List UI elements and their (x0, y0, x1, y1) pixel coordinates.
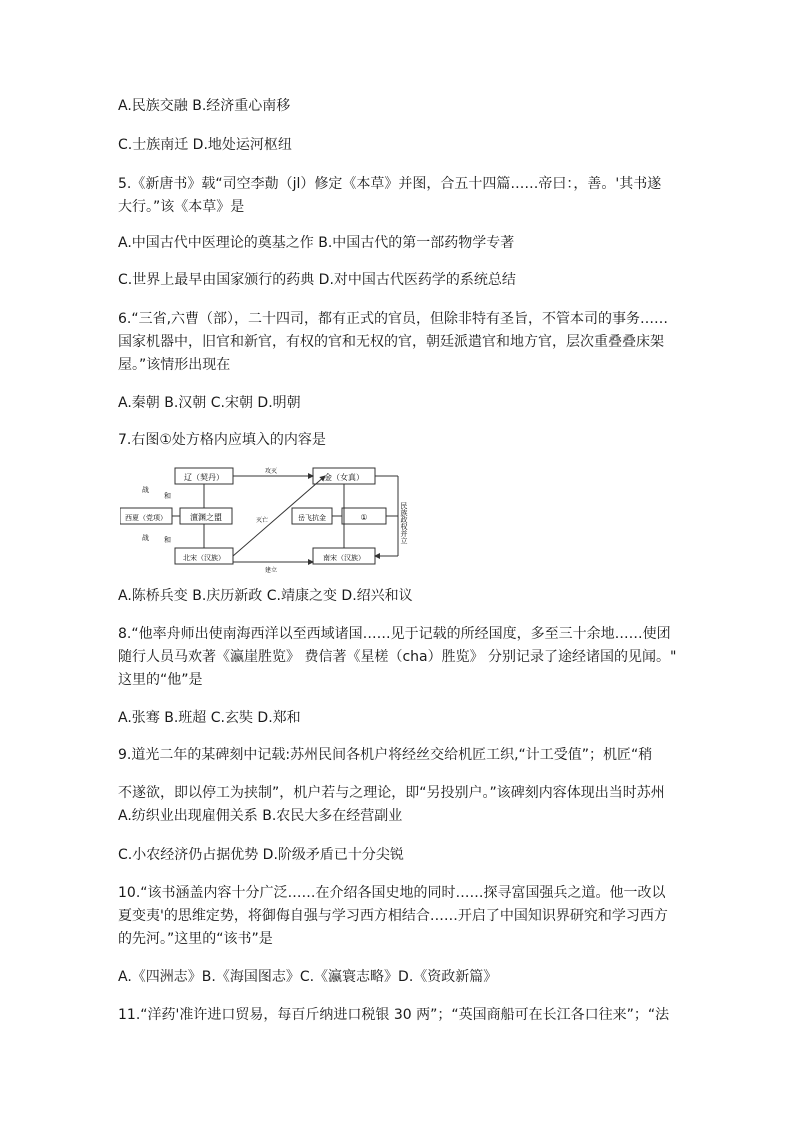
label-zhan-top: 战 (142, 486, 149, 494)
q4-options-2: C.士族南迁 D.地处运河枢纽 (118, 137, 292, 153)
q10-stem-3: 的先河。”这里的“该书”是 (118, 931, 273, 947)
text-chanyuan: 澶渊之盟 (190, 513, 222, 522)
label-top-edge: 攻灭 (265, 468, 278, 475)
q6-stem-2: 国家机器中，旧官和新官，有权的官和无权的官，朝廷派遣官和地方官，层次重叠叠床架 (118, 334, 664, 350)
text-beisong: 北宋（汉族） (183, 554, 225, 562)
q11-stem-1: 11.“洋药'准许进口贸易，每百斤纳进口税银 30 两”；“英国商船可在长江各口往来”；“法 (118, 1007, 670, 1023)
q7-diagram-svg (120, 462, 420, 574)
q9-options-1: A.纺织业出现雇佣关系 B.农民大多在经营副业 (118, 808, 403, 824)
q9-options-2: C.小农经济仍占据优势 D.阶级矛盾已十分尖锐 (118, 847, 404, 863)
q5-stem-2: 大行。”该《本草》是 (118, 199, 245, 215)
label-side: 民族政权并立 (400, 502, 408, 544)
label-diag: 灭亡 (256, 517, 269, 524)
q9-stem-2: 不遂欲，即以停工为挟制”，机户若与之理论，即“另投别户。”该碑刻内容体现出当时苏州 (118, 785, 665, 801)
q4-options-1: A.民族交融 B.经济重心南移 (118, 98, 291, 114)
q5-options-1: A.中国古代中医理论的奠基之作 B.中国古代的第一部药物学专著 (118, 235, 515, 251)
q7-stem: 7.右图①处方格内应填入的内容是 (118, 432, 326, 448)
q9-stem-1: 9.道光二年的某碑刻中记载:苏州民间各机户将经丝交给机匠工织,“计工受值”；机匠“稍 (118, 747, 653, 763)
q8-stem-1: 8.“他率舟师出使南海西洋以至西域诸国……见于记载的所经国度，多至三十余地……使团 (118, 626, 671, 642)
q10-options: A.《四洲志》B.《海国图志》C.《瀛寰志略》D.《资政新篇》 (118, 969, 498, 985)
text-liao: 辽（契丹） (184, 473, 224, 482)
q5-stem-1: 5.《新唐书》载“司空李勣（jl）修定《本草》并图，合五十四篇……帝曰：，善。'其书遂 (118, 176, 662, 192)
label-he-top: 和 (164, 492, 171, 500)
q8-stem-2: 随行人员马欢著《瀛崖胜览》 费信著《星槎（cha）胜览》 分别记录了途经诸国的见闻。" (118, 649, 677, 665)
q6-stem-1: 6.“三省,六曹（部），二十四司，都有正式的官员，但除非特有圣旨，不管本司的事务…… (118, 311, 669, 327)
q7-options: A.陈桥兵变 B.庆历新政 C.靖康之变 D.绍兴和议 (118, 588, 413, 604)
q6-stem-3: 屋。”该情形出现在 (118, 357, 231, 373)
label-bottom-edge: 建立 (265, 567, 278, 574)
q5-options-2: C.世界上最早由国家颁行的药典 D.对中国古代医药学的系统总结 (118, 272, 516, 288)
q10-stem-2: 夏变夷'的思维定势，将御侮自强与学习西方相结合……开启了中国知识界研究和学习西方 (118, 908, 668, 924)
text-jin: 金（女真） (324, 473, 364, 482)
q8-stem-3: 这里的“他”是 (118, 672, 203, 688)
text-nansong: 南宋（汉族） (323, 554, 365, 562)
text-circle1: ① (360, 513, 368, 522)
text-xixia: 西夏（党项） (125, 514, 167, 522)
q8-options: A.张骞 B.班超 C.玄奘 D.郑和 (118, 710, 301, 726)
label-zhan-bottom: 战 (142, 534, 149, 542)
q7-diagram (120, 462, 420, 574)
label-he-bottom: 和 (164, 536, 171, 544)
q6-options: A.秦朝 B.汉朝 C.宋朝 D.明朝 (118, 395, 301, 411)
q10-stem-1: 10.“该书涵盖内容十分广泛……在介绍各国史地的同时……探寻富国强兵之道。他一改以 (118, 885, 666, 901)
text-yuefei: 岳飞抗金 (298, 514, 326, 522)
